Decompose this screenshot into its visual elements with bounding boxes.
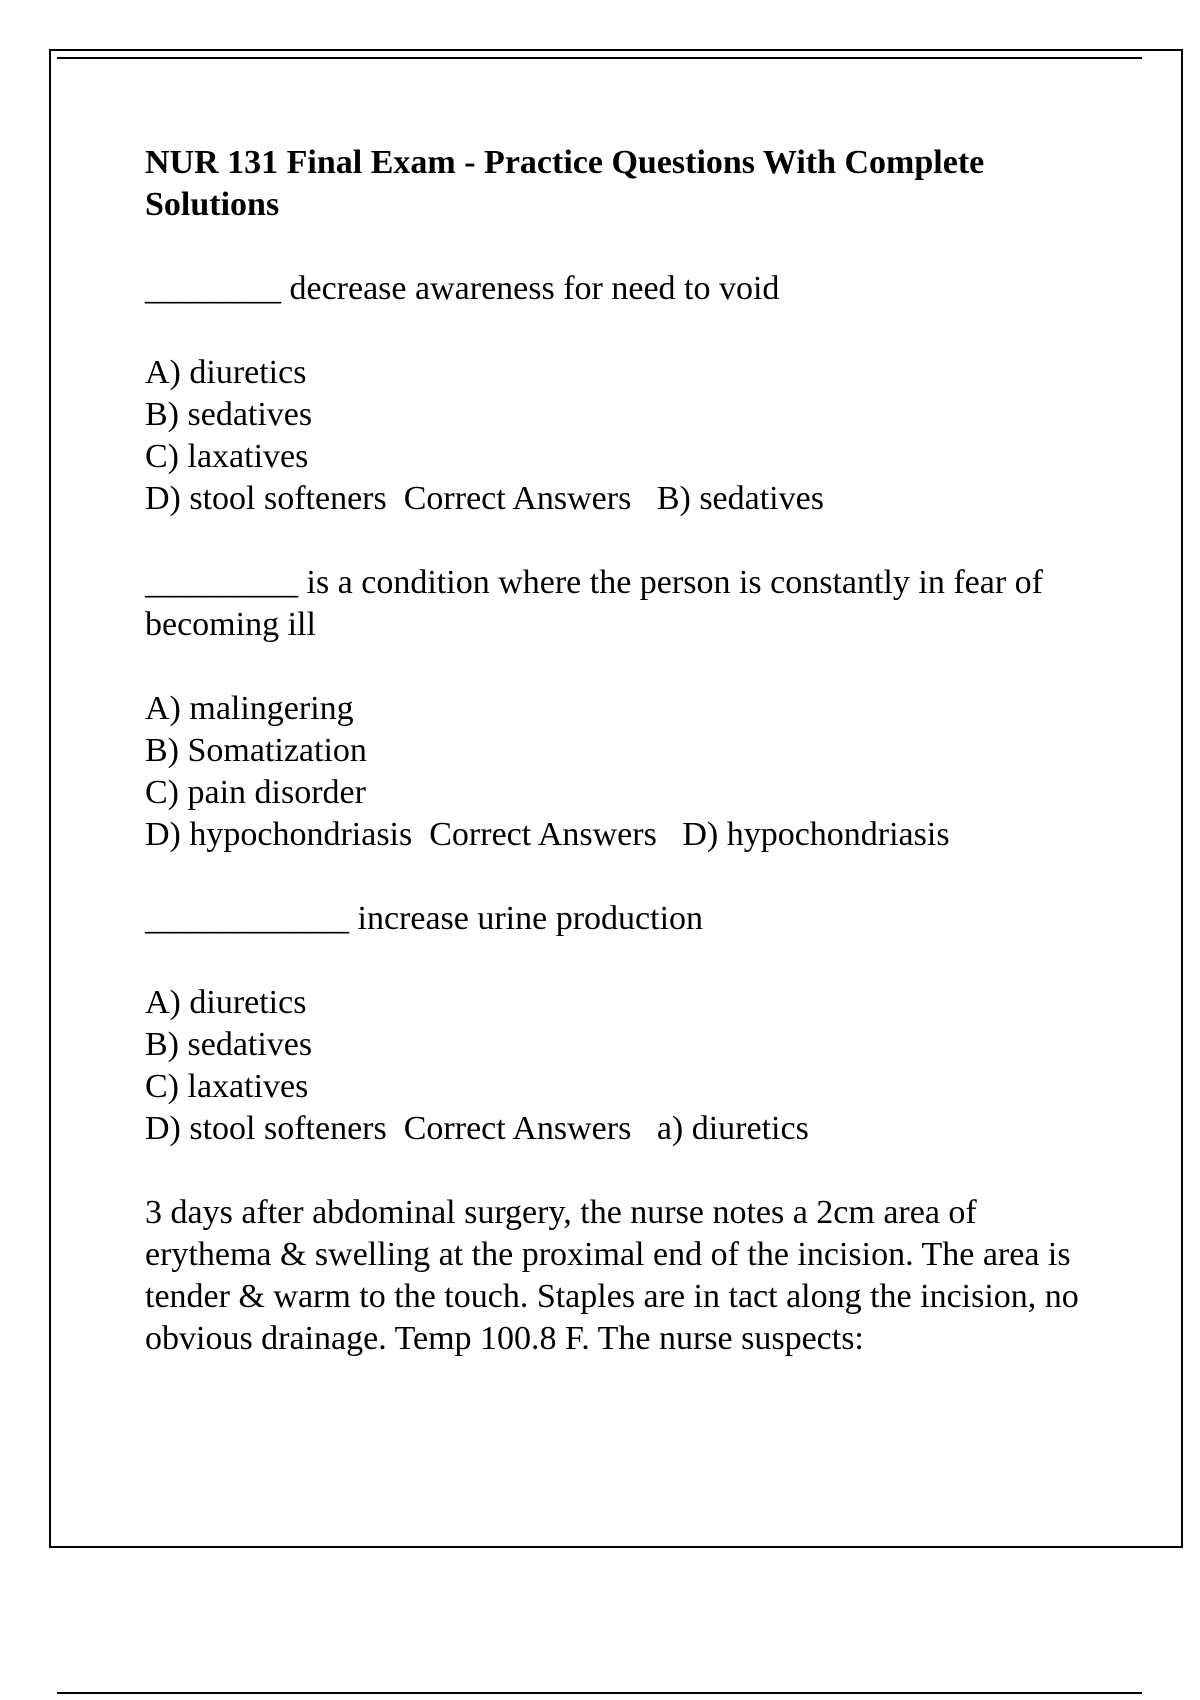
question-stem (145, 268, 1085, 310)
question-2 (145, 562, 1085, 856)
question-1 (145, 268, 1085, 520)
bottom-rule (57, 1692, 1142, 1694)
option-list (145, 688, 1085, 856)
option-d-with-answer (145, 814, 1085, 856)
option-a: A) malingering (145, 690, 354, 727)
question-blank: ____________ (145, 900, 349, 937)
option-c: C) laxatives (145, 1068, 309, 1105)
correct-answers-label: Correct Answers (386, 480, 649, 517)
question-blank: _________ (145, 564, 298, 601)
option-a: A) diuretics (145, 354, 307, 391)
question-blank: ________ (145, 270, 281, 307)
option-d: D) hypochondriasis (145, 816, 413, 853)
document-body (145, 142, 1085, 1402)
correct-answers-label: Correct Answers (412, 816, 674, 853)
option-list (145, 352, 1085, 520)
correct-answer: a) diuretics (648, 1110, 809, 1147)
option-d-with-answer (145, 1108, 1085, 1150)
option-c: C) pain disorder (145, 774, 366, 811)
question-4 (145, 1192, 1085, 1360)
option-b: B) sedatives (145, 1026, 313, 1063)
question-stem (145, 898, 1085, 940)
option-c: C) laxatives (145, 438, 309, 475)
question-3 (145, 898, 1085, 1150)
correct-answers-label: Correct Answers (386, 1110, 649, 1147)
document-title: NUR 131 Final Exam - Practice Questions With Complete Solutions (145, 144, 985, 223)
question-text: 3 days after abdominal surgery, the nurse notes a 2cm area of erythema & swelling at the proximal end of the incision. The area is tender & warm to the touch. Staples are in tact along the incision, no obvious drainage. Temp 100.8 F. The nurse suspects: (145, 1194, 1079, 1357)
option-list (145, 982, 1085, 1150)
option-d: D) stool softeners (145, 1110, 387, 1147)
option-b: B) Somatization (145, 732, 367, 769)
question-text: decrease awareness for need to void (281, 270, 780, 307)
question-text: increase urine production (349, 900, 704, 937)
option-d-with-answer (145, 478, 1085, 520)
correct-answer: D) hypochondriasis (673, 816, 950, 853)
option-d: D) stool softeners (145, 480, 387, 517)
option-b: B) sedatives (145, 396, 313, 433)
option-a: A) diuretics (145, 984, 307, 1021)
question-text: is a condition where the person is constantly in fear of becoming ill (145, 564, 1052, 643)
question-stem (145, 562, 1085, 646)
top-rule (57, 57, 1142, 59)
correct-answer: B) sedatives (648, 480, 824, 517)
